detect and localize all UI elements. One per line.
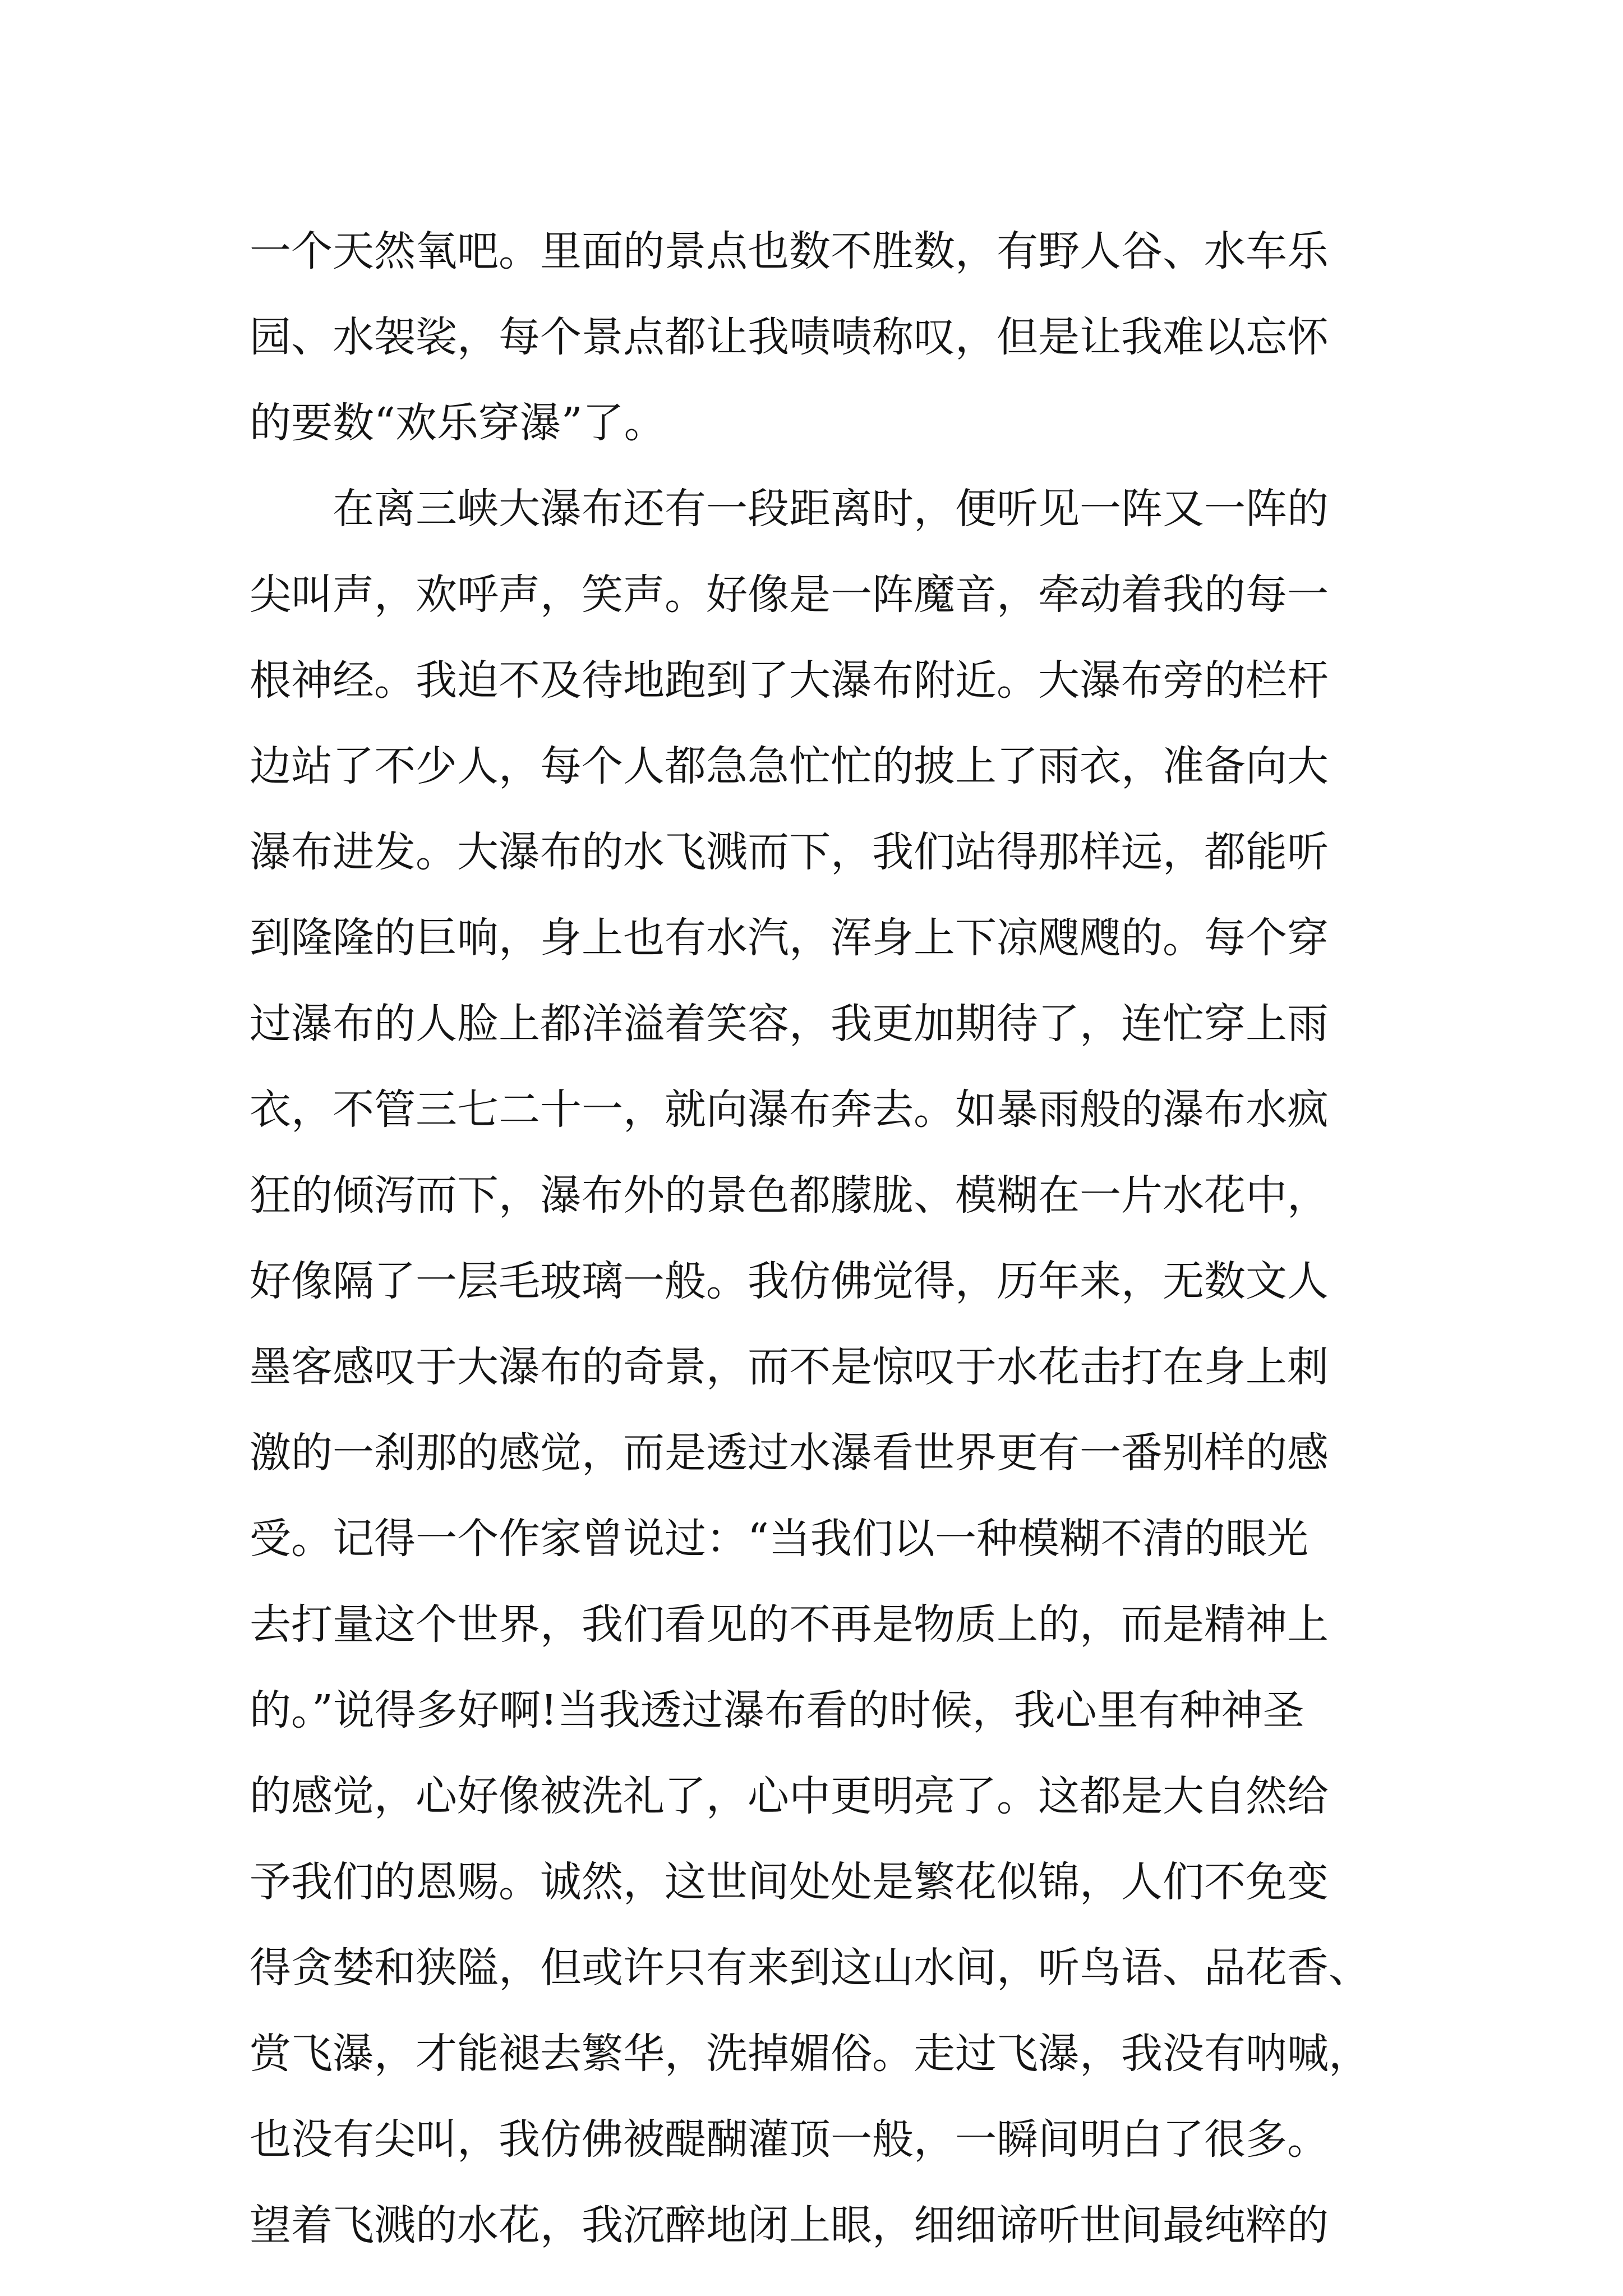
text-line: 好像隔了一层毛玻璃一般。我仿佛觉得，历年来，无数文人 (250, 1257, 1329, 1305)
text-line: 边站了不少人，每个人都急急忙忙的披上了雨衣，准备向大 (250, 742, 1329, 790)
text-line: 予我们的恩赐。诚然，这世间处处是繁花似锦，人们不免变 (250, 1858, 1329, 1906)
text-line: 赏飞瀑，才能褪去繁华，洗掉媚俗。走过飞瀑，我没有呐喊， (250, 2030, 1370, 2078)
text-line: 得贪婪和狭隘，但或许只有来到这山水间，听鸟语、品花香、 (250, 1944, 1370, 1992)
text-line: 受。记得一个作家曾说过：“当我们以一种模糊不清的眼光 (250, 1515, 1308, 1563)
text-line: 望着飞溅的水花，我沉醉地闭上眼，细细谛听世间最纯粹的 (250, 2201, 1329, 2249)
text-line: 的要数“欢乐穿瀑”了。 (250, 399, 666, 447)
text-line: 的。”说得多好啊!当我透过瀑布看的时候，我心里有种神圣 (250, 1686, 1304, 1734)
text-line: 园、水袈裟，每个景点都让我啧啧称叹，但是让我难以忘怀 (250, 313, 1329, 361)
text-line: 根神经。我迫不及待地跑到了大瀑布附近。大瀑布旁的栏杆 (250, 656, 1329, 705)
text-line: 一个天然氧吧。里面的景点也数不胜数，有野人谷、水车乐 (250, 227, 1329, 275)
text-line: 狂的倾泻而下，瀑布外的景色都朦胧、模糊在一片水花中， (250, 1171, 1329, 1220)
text-line: 去打量这个世界，我们看见的不再是物质上的，而是精神上 (250, 1600, 1329, 1649)
text-line: 也没有尖叫，我仿佛被醍醐灌顶一般，一瞬间明白了很多。 (250, 2115, 1329, 2164)
essay-text (250, 209, 1416, 2269)
text-line: 衣，不管三七二十一，就向瀑布奔去。如暴雨般的瀑布水疯 (250, 1085, 1329, 1134)
text-line: 墨客感叹于大瀑布的奇景，而不是惊叹于水花击打在身上刺 (250, 1343, 1329, 1391)
text-line: 激的一刹那的感觉，而是透过水瀑看世界更有一番别样的感 (250, 1429, 1329, 1477)
text-line: 的感觉，心好像被洗礼了，心中更明亮了。这都是大自然给 (250, 1772, 1329, 1820)
text-line: 尖叫声，欢呼声，笑声。好像是一阵魔音，牵动着我的每一 (250, 570, 1329, 619)
paragraph-start-line: 在离三峡大瀑布还有一段距离时，便听见一阵又一阵的 (333, 485, 1329, 533)
text-line: 到隆隆的巨响，身上也有水汽，浑身上下凉飕飕的。每个穿 (250, 914, 1329, 962)
text-line: 瀑布进发。大瀑布的水飞溅而下，我们站得那样远，都能听 (250, 828, 1329, 876)
text-line: 过瀑布的人脸上都洋溢着笑容，我更加期待了，连忙穿上雨 (250, 1000, 1329, 1048)
